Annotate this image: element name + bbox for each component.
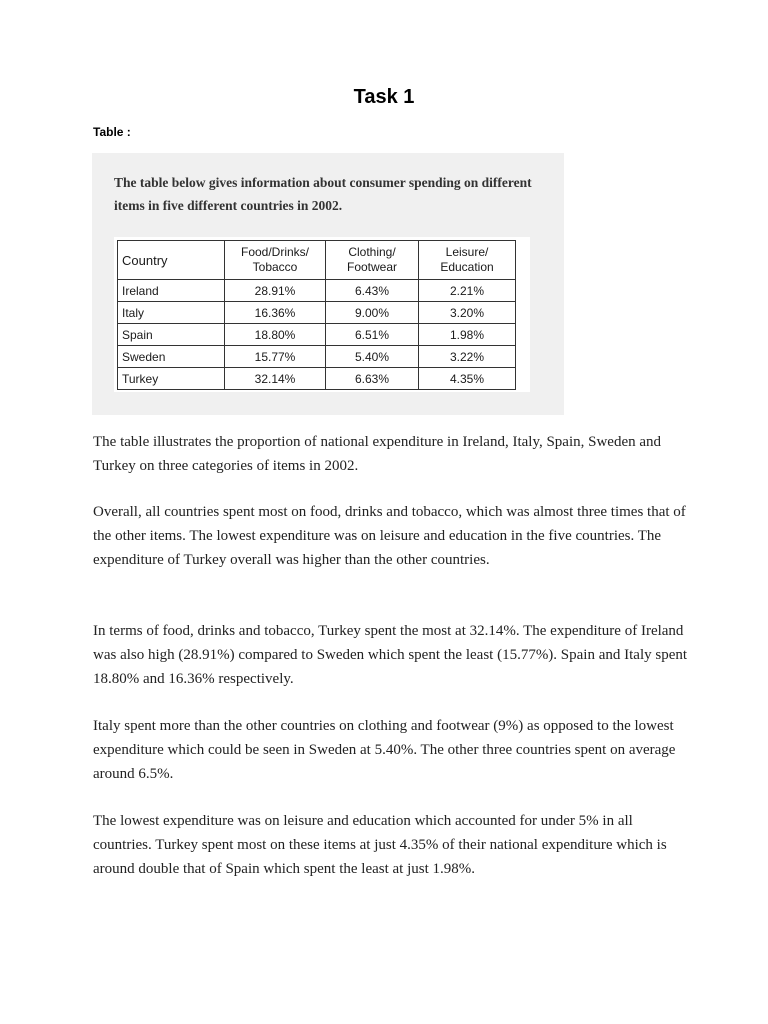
cell-country: Turkey xyxy=(118,368,225,390)
cell-leisure: 3.20% xyxy=(419,302,516,324)
figure-intro: The table below gives information about consumer spending on different items in five different countries in 2002. xyxy=(114,175,532,213)
table-row xyxy=(118,302,516,324)
header-leisure: Leisure/ Education xyxy=(419,241,516,280)
table-row xyxy=(118,346,516,368)
cell-food: 18.80% xyxy=(225,324,326,346)
header-country: Country xyxy=(118,241,225,280)
table-row xyxy=(118,324,516,346)
paragraph-introduction: The table illustrates the proportion of national expenditure in Ireland, Italy, Spain, Sweden and Turkey on three categories of items in 2002. xyxy=(93,434,662,474)
cell-leisure: 2.21% xyxy=(419,280,516,302)
cell-country: Spain xyxy=(118,324,225,346)
paragraph-overview: Overall, all countries spent most on food, drinks and tobacco, which was almost three times that of the other items. The lowest expenditure was on leisure and education in the five countries. The expenditure of Turkey overall was higher than the other countries. xyxy=(93,504,686,568)
cell-country: Sweden xyxy=(118,346,225,368)
paragraph-food: In terms of food, drinks and tobacco, Turkey spent the most at 32.14%. The expenditure of Ireland was also high (28.91%) compared to Sweden which spent the least (15.77%). Spain and Italy spent 18.80% and 16.36% respectively. xyxy=(93,623,688,687)
data-table-wrapper xyxy=(114,237,530,392)
cell-clothing: 6.51% xyxy=(326,324,419,346)
spending-table xyxy=(117,240,516,390)
table-header-row xyxy=(118,241,516,280)
cell-leisure: 4.35% xyxy=(419,368,516,390)
cell-clothing: 5.40% xyxy=(326,346,419,368)
header-clothing: Clothing/ Footwear xyxy=(326,241,419,280)
table-row xyxy=(118,280,516,302)
header-food: Food/Drinks/ Tobacco xyxy=(225,241,326,280)
table-label: Table : xyxy=(93,125,131,139)
cell-food: 32.14% xyxy=(225,368,326,390)
table-figure xyxy=(92,153,564,415)
cell-food: 15.77% xyxy=(225,346,326,368)
cell-leisure: 3.22% xyxy=(419,346,516,368)
cell-country: Ireland xyxy=(118,280,225,302)
paragraph-clothing: Italy spent more than the other countries on clothing and footwear (9%) as opposed to the lowest expenditure which could be seen in Sweden at 5.40%. The other three countries spent on average around 6.5%. xyxy=(93,718,676,782)
cell-country: Italy xyxy=(118,302,225,324)
cell-clothing: 9.00% xyxy=(326,302,419,324)
cell-clothing: 6.63% xyxy=(326,368,419,390)
table-row xyxy=(118,368,516,390)
cell-clothing: 6.43% xyxy=(326,280,419,302)
cell-leisure: 1.98% xyxy=(419,324,516,346)
cell-food: 16.36% xyxy=(225,302,326,324)
page-title: Task 1 xyxy=(353,86,415,108)
paragraph-leisure: The lowest expenditure was on leisure and education which accounted for under 5% in all countries. Turkey spent most on these items at just 4.35% of their national expenditure which is around double that of Spain which spent the least at just 1.98%. xyxy=(93,813,667,877)
cell-food: 28.91% xyxy=(225,280,326,302)
